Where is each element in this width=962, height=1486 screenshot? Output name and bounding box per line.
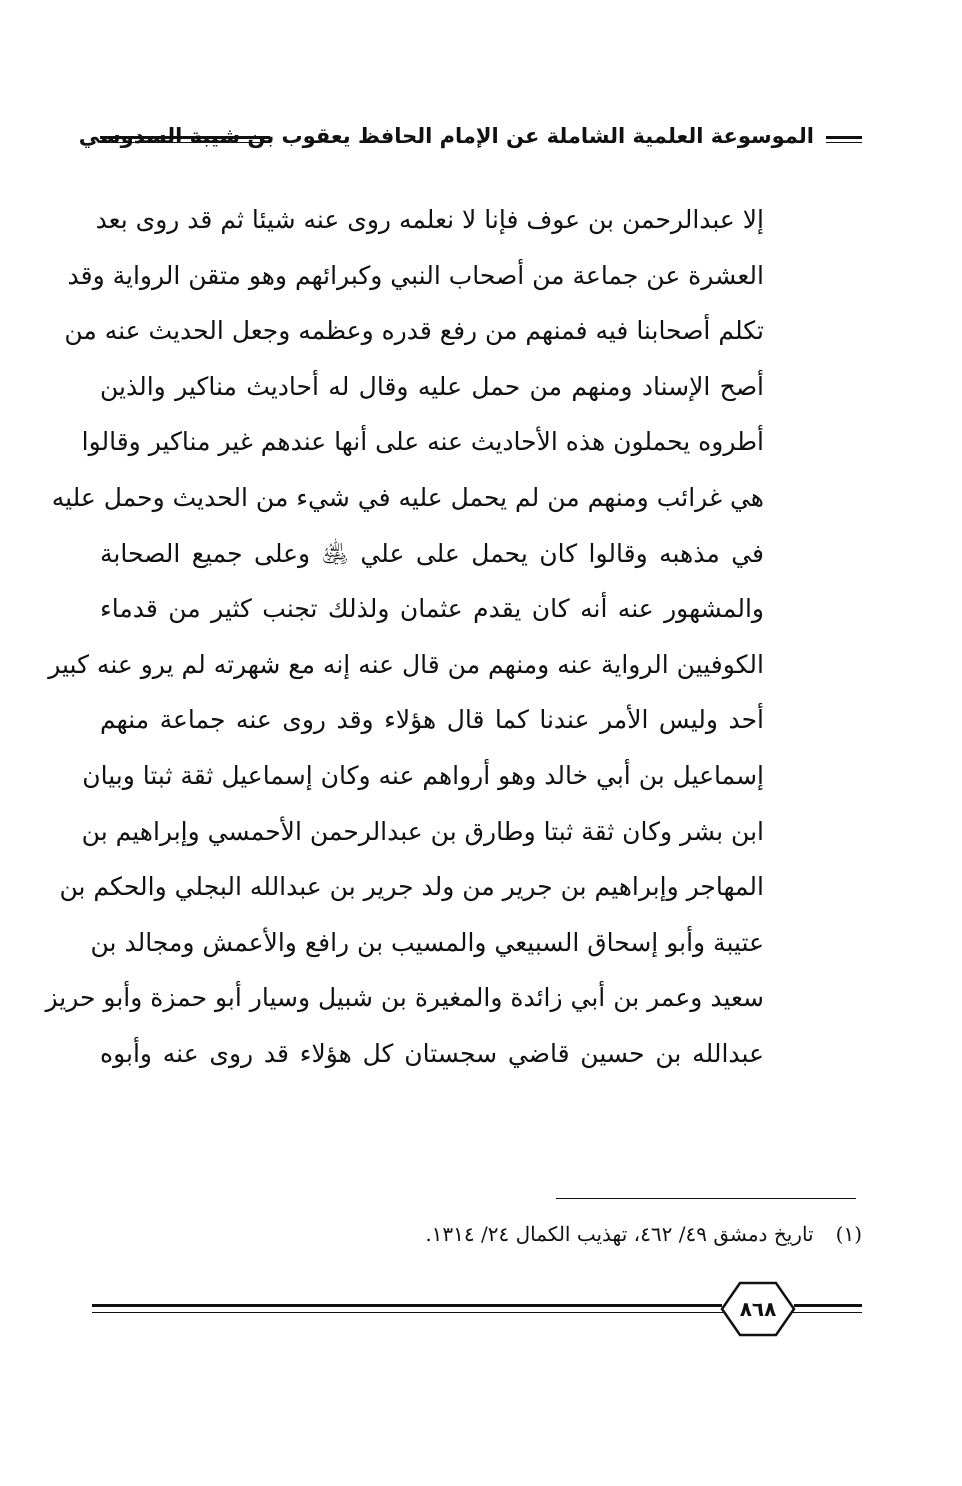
text-line: أحد وليس الأمر عندنا كما قال هؤلاء وقد روى عنه جماعة منهم	[100, 705, 764, 735]
text-line: عتيبة وأبو إسحاق السبيعي والمسيب بن رافع والأعمش ومجالد بن	[90, 927, 764, 957]
text-line: أصح الإسناد ومنهم من حمل عليه وقال له أحاديث مناكير والذين	[100, 371, 764, 401]
text-line: المهاجر وإبراهيم بن جرير من ولد جرير بن عبدالله البجلي والحكم بن	[59, 872, 764, 902]
running-header	[78, 118, 862, 168]
footnote	[425, 1222, 862, 1246]
text-line: إلا عبدالرحمن بن عوف فإنا لا نعلمه روى عنه شيئا ثم قد روى بعد	[95, 205, 764, 234]
footer-rule-right-thin	[790, 1312, 862, 1313]
text-line: والمشهور عنه أنه كان يقدم عثمان ولذلك تجنب كثير من قدماء	[100, 594, 764, 624]
main-text	[45, 192, 764, 1082]
footer-rule-left-thick	[92, 1304, 722, 1307]
footer-rule-right-thick	[794, 1304, 862, 1307]
text-line: في مذهبه وقالوا كان يحمل على علي ﵁ وعلى جميع الصحابة	[100, 538, 764, 568]
header-rule-left	[100, 136, 270, 143]
text-line: العشرة عن جماعة من أصحاب النبي وكبرائهم وهو متقن الرواية وقد	[67, 260, 764, 290]
page-footer	[92, 1280, 862, 1350]
text-line: عبدالله بن حسين قاضي سجستان كل هؤلاء قد روى عنه وأبوه	[100, 1038, 764, 1068]
text-line: إسماعيل بن أبي خالد وهو أرواهم عنه وكان إسماعيل ثقة ثبتا وبيان	[82, 760, 764, 790]
footnote-number: (١)	[835, 1222, 862, 1246]
text-line: هي غرائب ومنهم من لم يحمل عليه في شيء من الحديث وحمل عليه	[51, 482, 764, 512]
text-line: سعيد وعمر بن أبي زائدة والمغيرة بن شبيل وسيار أبو حمزة وأبو حريز	[45, 983, 764, 1013]
text-line: ابن بشر وكان ثقة ثبتا وطارق بن عبدالرحمن الأحمسي وإبراهيم بن	[81, 816, 764, 846]
header-rule-right	[826, 136, 862, 143]
text-line: أطروه يحملون هذه الأحاديث عنه على أنها عندهم غير مناكير وقالوا	[81, 427, 764, 457]
footer-rule-left-thin	[92, 1312, 726, 1313]
text-line: تكلم أصحابنا فيه فمنهم من رفع قدره وعظمه وجعل الحديث عنه من	[64, 316, 764, 346]
footnote-separator	[556, 1198, 856, 1199]
header-title: الموسوعة العلمية الشاملة عن الإمام الحافظ يعقوب بن شيبة السدوسي	[78, 124, 814, 148]
text-line: الكوفيين الرواية عنه ومنهم من قال عنه إنه مع شهرته لم يرو عنه كبير	[48, 649, 764, 679]
page-number: ٨٦٨	[739, 1297, 777, 1321]
footnote-text: تاريخ دمشق ٤٩/ ٤٦٢، تهذيب الكمال ٢٤/ ١٣١٤.	[425, 1222, 814, 1246]
